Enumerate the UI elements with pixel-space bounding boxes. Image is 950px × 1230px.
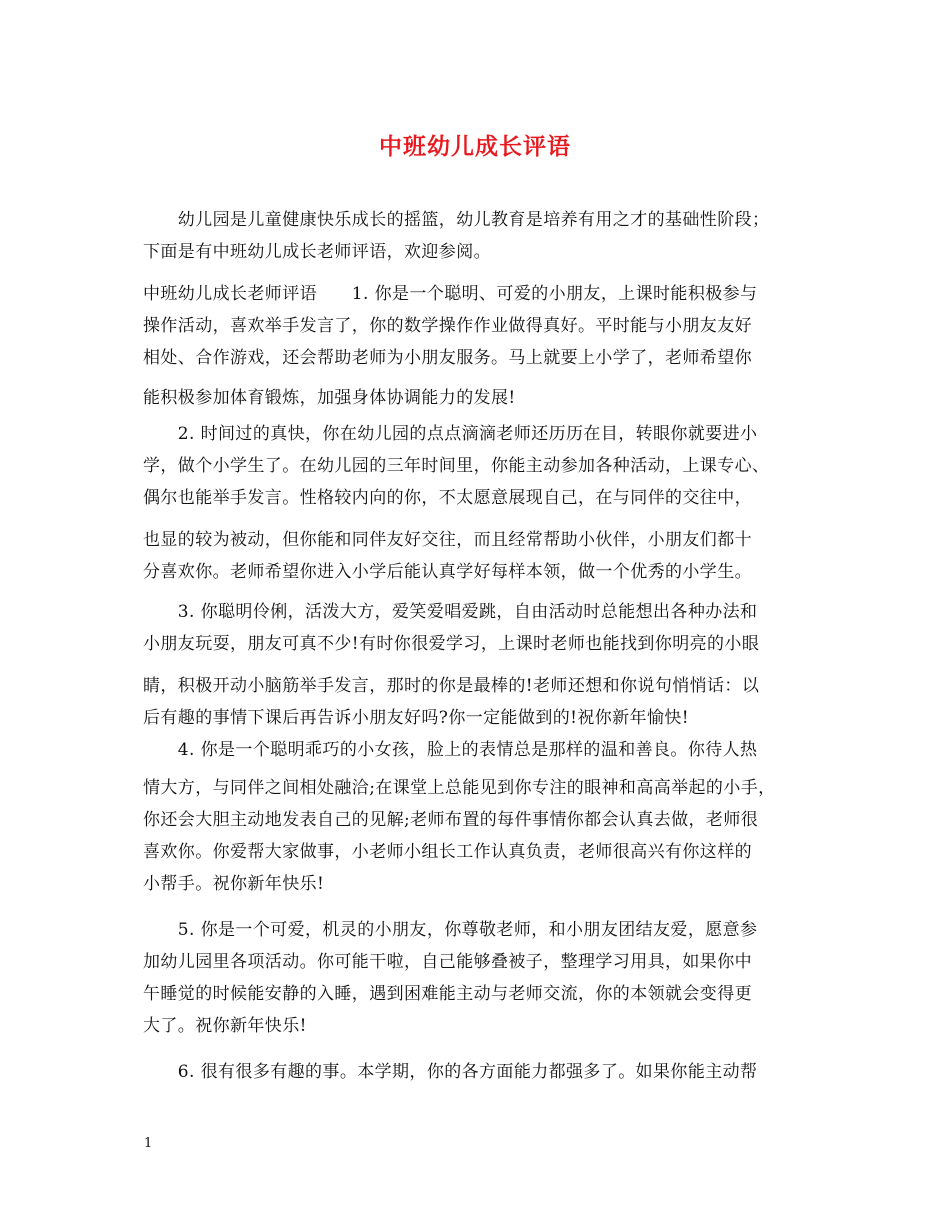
body-line: 操作活动，喜欢举手发言了，你的数学操作作业做得真好。平时能与小朋友友好	[143, 316, 752, 336]
body-line: 小朋友玩耍，朋友可真不少!有时你很爱学习，上课时老师也能找到你明亮的小眼	[143, 634, 760, 654]
body-line: 3. 你聪明伶俐，活泼大方，爱笑爱唱爱跳，自由活动时总能想出各种办法和	[143, 602, 758, 622]
body-line: 也显的较为被动，但你能和同伴友好交往，而且经常帮助小伙伴，小朋友们都十	[143, 530, 752, 550]
body-line: 4. 你是一个聪明乖巧的小女孩，脸上的表情总是那样的温和善良。你待人热	[143, 740, 758, 760]
body-line: 午睡觉的时候能安静的入睡，遇到困难能主动与老师交流，你的本领就会变得更	[143, 984, 752, 1004]
body-line: 6. 很有很多有趣的事。本学期，你的各方面能力都强多了。如果你能主动帮	[143, 1062, 758, 1082]
body-line: 5. 你是一个可爱，机灵的小朋友，你尊敬老师，和小朋友团结友爱，愿意参	[143, 920, 758, 940]
body-line: 喜欢你。你爱帮大家做事，小老师小组长工作认真负责，老师很高兴有你这样的	[143, 842, 752, 862]
body-line: 能积极参加体育锻炼，加强身体协调能力的发展!	[143, 388, 516, 408]
body-line: 睛，积极开动小脑筋举手发言，那时的你是最棒的!老师还想和你说句悄悄话：以	[143, 676, 760, 696]
body-line: 小帮手。祝你新年快乐!	[143, 874, 325, 894]
body-line: 学，做个小学生了。在幼儿园的三年时间里，你能主动参加各种活动，上课专心、	[143, 456, 770, 476]
body-line: 大了。祝你新年快乐!	[143, 1016, 307, 1036]
document-title: 中班幼儿成长评语	[379, 133, 571, 160]
body-line: 后有趣的事情下课后再告诉小朋友好吗?你一定能做到的!祝你新年愉快!	[143, 708, 689, 728]
body-line: 加幼儿园里各项活动。你可能干啦，自己能够叠被子，整理学习用具，如果你中	[143, 952, 752, 972]
body-line: 分喜欢你。老师希望你进入小学后能认真学好每样本领，做一个优秀的小学生。	[143, 562, 752, 582]
body-line: 2. 时间过的真快，你在幼儿园的点点滴滴老师还历历在目，转眼你就要进小	[143, 424, 758, 444]
body-line: 中班幼儿成长老师评语 1. 你是一个聪明、可爱的小朋友，上课时能积极参与	[143, 284, 758, 304]
body-line: 你还会大胆主动地发表自己的见解;老师布置的每件事情你都会认真去做，老师很	[143, 810, 759, 830]
body-line: 偶尔也能举手发言。性格较内向的你，不太愿意展现自己，在与同伴的交往中，	[143, 488, 752, 508]
page-number: 1	[144, 1136, 153, 1151]
body-line: 情大方，与同伴之间相处融洽;在课堂上总能见到你专注的眼神和高高举起的小手，	[143, 778, 776, 798]
body-line: 幼儿园是儿童健康快乐成长的摇篮，幼儿教育是培养有用之才的基础性阶段；	[143, 210, 770, 230]
body-line: 下面是有中班幼儿成长老师评语，欢迎参阅。	[143, 242, 491, 262]
body-line: 相处、合作游戏，还会帮助老师为小朋友服务。马上就要上小学了，老师希望你	[143, 348, 752, 368]
